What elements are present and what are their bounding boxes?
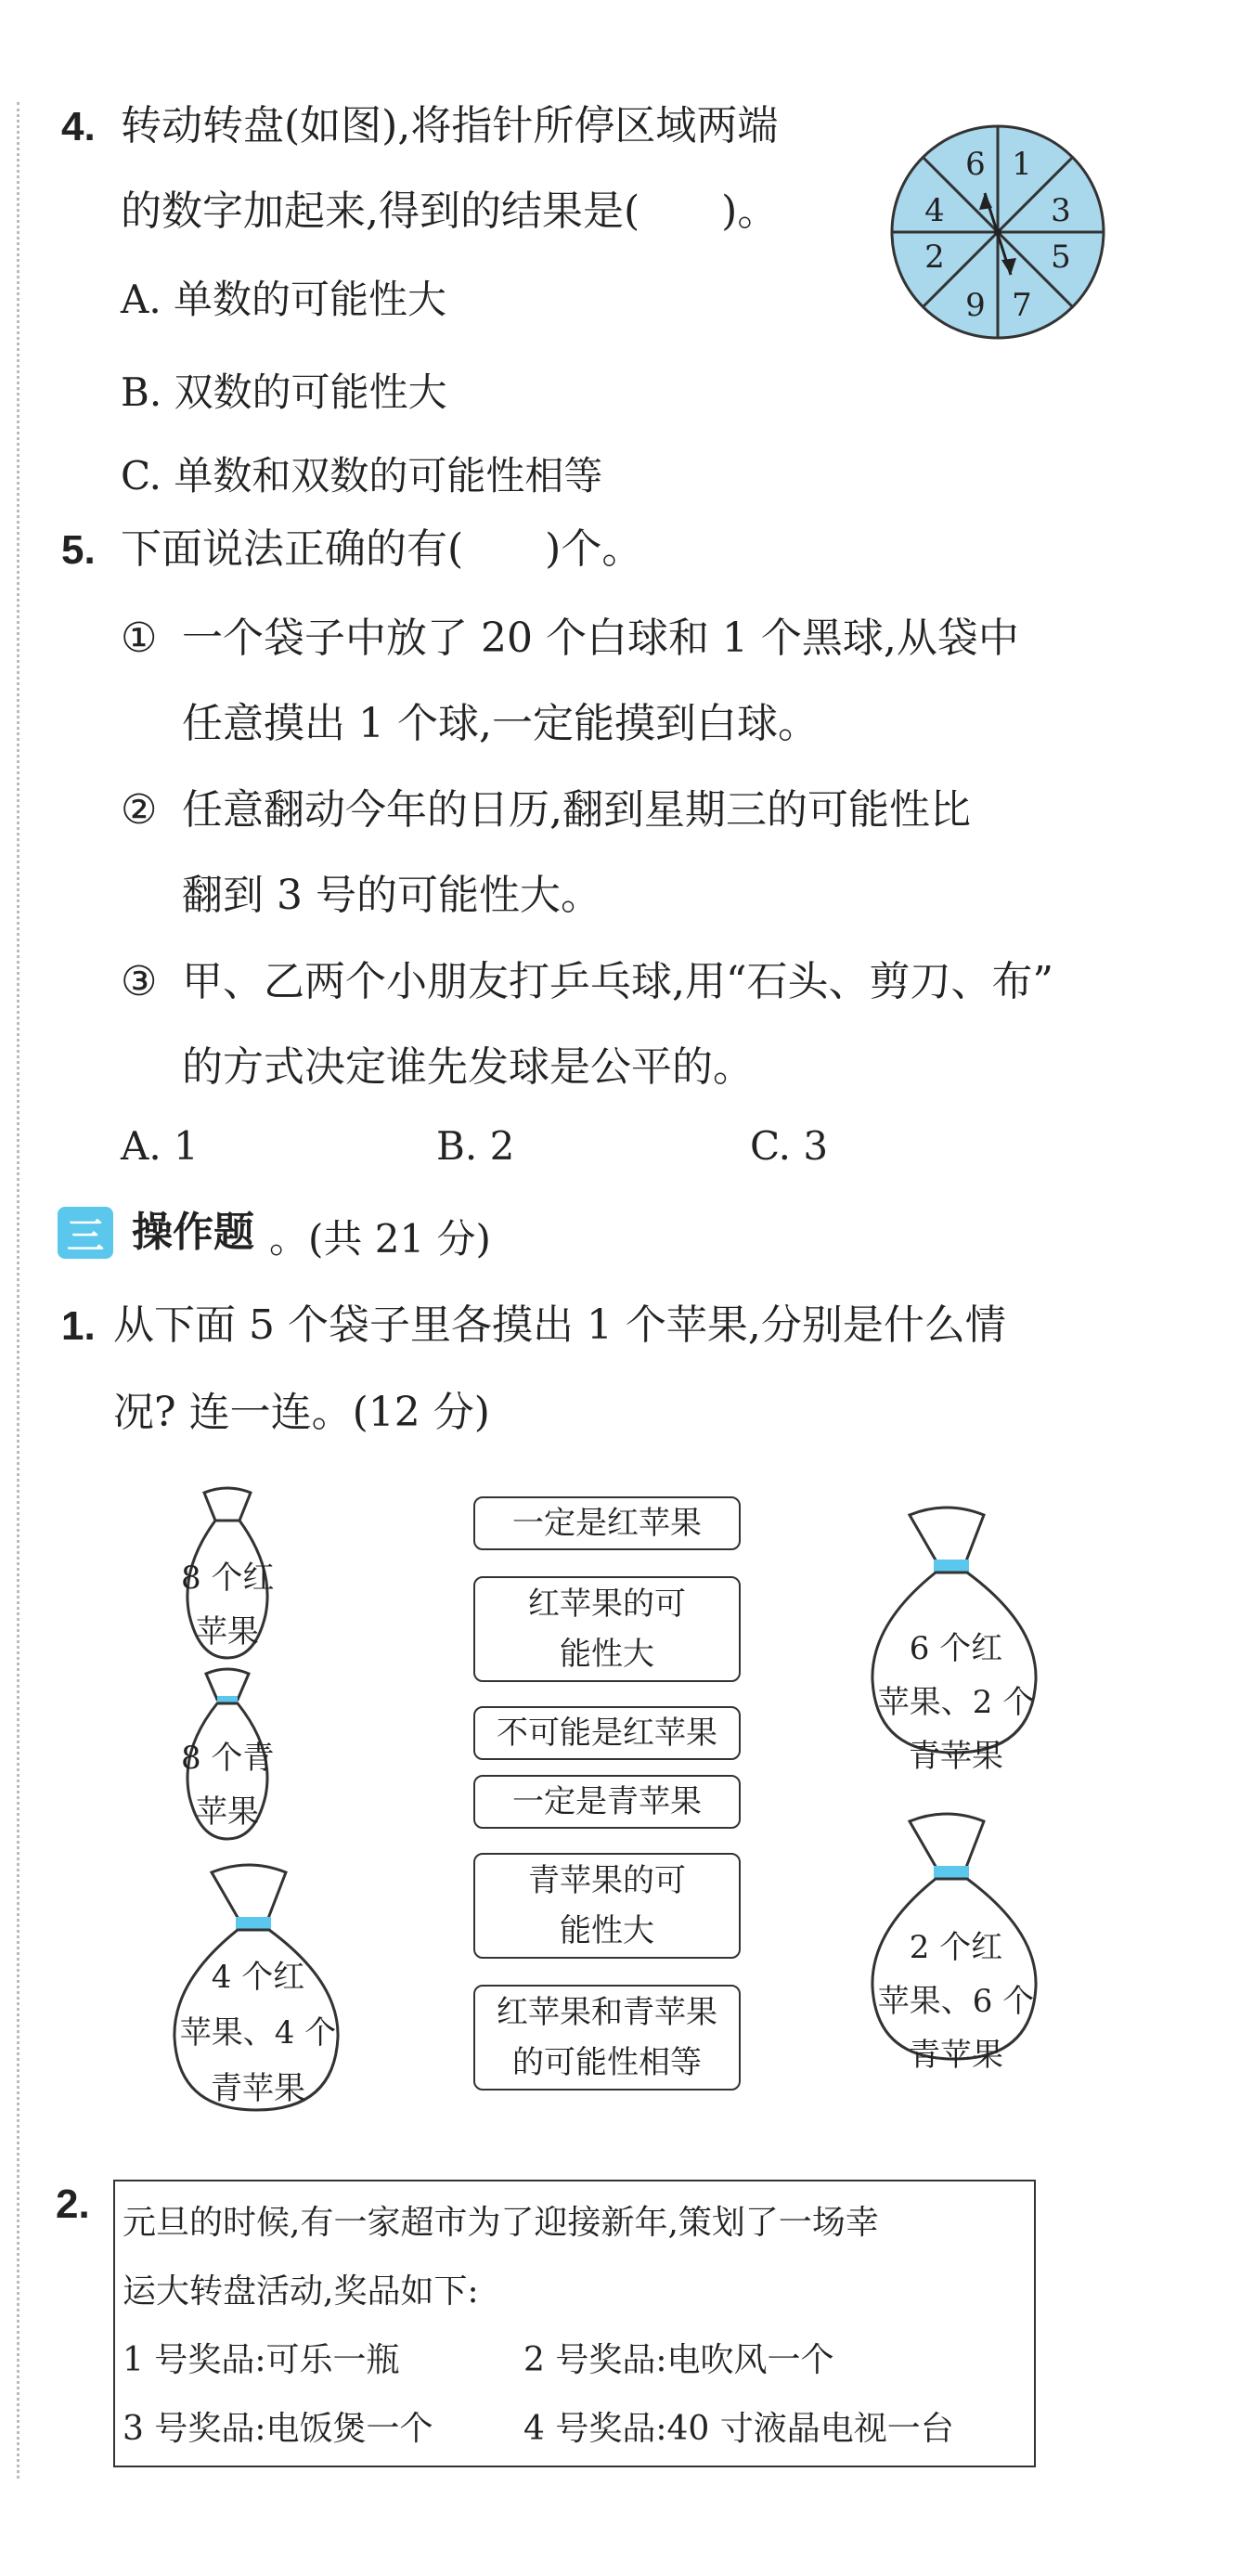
- bag-label: 8 个红: [181, 1560, 275, 1597]
- prize-3: 3 号奖品:电饭煲一个: [123, 2410, 433, 2448]
- prize-2: 2 号奖品:电吹风一个: [523, 2341, 834, 2379]
- option-box-text: 能性大: [560, 1912, 654, 1949]
- bag-label: 青苹果: [909, 1738, 1003, 1775]
- prize-1: 1 号奖品:可乐一瓶: [123, 2341, 400, 2379]
- spinner-diagram: [886, 121, 1109, 343]
- op2-line2: 运大转盘活动,奖品如下:: [123, 2272, 479, 2311]
- bag-label: 青苹果: [211, 2070, 305, 2107]
- q5-option-a[interactable]: A. 1: [121, 1123, 199, 1169]
- prize-info-box: [113, 2180, 1036, 2467]
- q5-item3-line2: 的方式决定谁先发球是公平的。: [182, 1043, 754, 1091]
- q4-option-a[interactable]: A. 单数的可能性大: [121, 277, 447, 322]
- spinner-number: 4: [924, 192, 945, 229]
- bag-label: 4 个红: [211, 1959, 305, 1996]
- op1-line1: 从下面 5 个袋子里各摸出 1 个苹果,分别是什么情: [113, 1301, 1006, 1349]
- bag-label: 苹果: [196, 1793, 259, 1831]
- q5-item2-mark: ②: [121, 786, 158, 834]
- option-box-text: 不可能是红苹果: [497, 1715, 717, 1752]
- bag-label: 6 个红: [909, 1630, 1003, 1667]
- q5-item1-mark: ①: [121, 615, 158, 662]
- q4-option-c[interactable]: C. 单数和双数的可能性相等: [121, 453, 603, 498]
- option-box-text: 一定是青苹果: [512, 1783, 702, 1820]
- section-badge: 三: [58, 1207, 113, 1259]
- bag-label: 青苹果: [909, 2037, 1003, 2074]
- spinner-number: 2: [924, 239, 945, 276]
- option-box[interactable]: [473, 1576, 741, 1682]
- option-box-text: 的可能性相等: [512, 2044, 702, 2081]
- q5-item3-mark: ③: [121, 958, 158, 1005]
- spinner-number: 5: [1051, 239, 1071, 276]
- margin-dotted-line: [17, 102, 22, 2479]
- bag-label: 2 个红: [909, 1929, 1003, 1966]
- q4-number: 4.: [61, 104, 96, 149]
- bag-label: 苹果、2 个: [877, 1684, 1035, 1721]
- q5-item2-line2: 翻到 3 号的可能性大。: [182, 872, 601, 919]
- option-box-text: 一定是红苹果: [512, 1505, 702, 1542]
- option-box[interactable]: [473, 1706, 741, 1760]
- bag-label: 8 个青: [181, 1740, 275, 1777]
- option-box-text: 能性大: [560, 1636, 654, 1673]
- spinner-number: 7: [1012, 287, 1032, 324]
- option-box[interactable]: [473, 1985, 741, 2091]
- option-box[interactable]: [473, 1775, 741, 1829]
- option-box-text: 红苹果的可: [528, 1586, 686, 1623]
- spinner-number: 1: [1012, 146, 1032, 183]
- prize-4: 4 号奖品:40 寸液晶电视一台: [523, 2410, 954, 2448]
- spinner-number: 6: [965, 146, 986, 183]
- spinner-number: 3: [1051, 192, 1071, 229]
- op1-line2: 况? 连一连。(12 分): [113, 1389, 490, 1436]
- op2-line1: 元旦的时候,有一家超市为了迎接新年,策划了一场幸: [123, 2204, 879, 2242]
- bag-label: 苹果、6 个: [877, 1983, 1035, 2020]
- bag-label: 苹果: [196, 1613, 259, 1650]
- option-box[interactable]: [473, 1853, 741, 1959]
- bag-label: 苹果、4 个: [179, 2014, 337, 2052]
- q4-line2: 的数字加起来,得到的结果是( )。: [121, 188, 779, 235]
- op2-number: 2.: [56, 2181, 90, 2227]
- q5-stem: 下面说法正确的有( )个。: [121, 525, 643, 573]
- spinner-number: 9: [965, 287, 986, 324]
- q5-option-c[interactable]: C. 3: [750, 1123, 829, 1169]
- q5-number: 5.: [61, 527, 96, 573]
- section-score: 。(共 21 分): [269, 1216, 491, 1262]
- q5-item1-line2: 任意摸出 1 个球,一定能摸到白球。: [182, 700, 819, 747]
- op1-number: 1.: [61, 1303, 96, 1349]
- q5-item2-line1: 任意翻动今年的日历,翻到星期三的可能性比: [182, 786, 971, 834]
- q4-line1: 转动转盘(如图),将指针所停区域两端: [121, 102, 779, 149]
- q4-option-b[interactable]: B. 双数的可能性大: [121, 369, 447, 415]
- option-box[interactable]: [473, 1496, 741, 1550]
- q5-item3-line1: 甲、乙两个小朋友打乒乓球,用“石头、剪刀、布”: [182, 958, 1053, 1005]
- q5-item1-line1: 一个袋子中放了 20 个白球和 1 个黑球,从袋中: [182, 615, 1019, 662]
- q5-option-b[interactable]: B. 2: [436, 1123, 515, 1169]
- option-box-text: 青苹果的可: [528, 1862, 686, 1899]
- section-title: 操作题: [132, 1209, 254, 1256]
- option-box-text: 红苹果和青苹果: [497, 1994, 717, 2031]
